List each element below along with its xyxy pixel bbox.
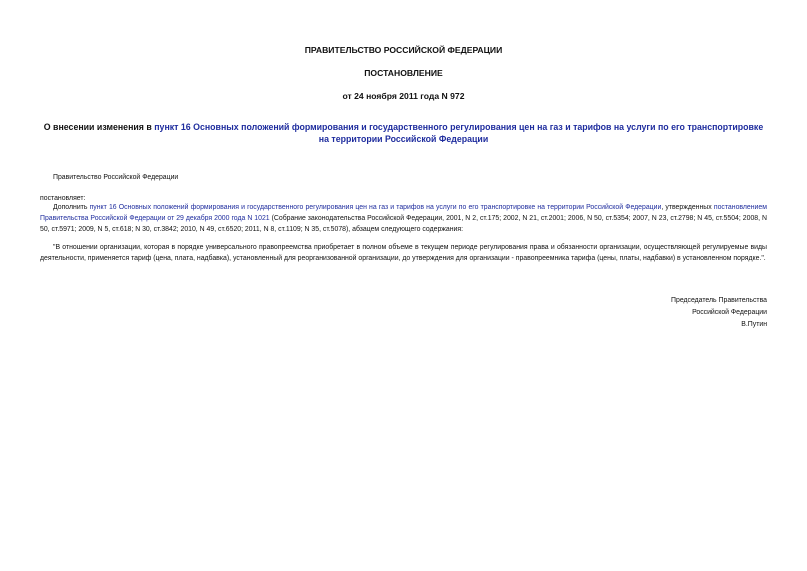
signature-country: Российской Федерации [692,309,767,316]
signature-block [671,295,767,331]
title-link[interactable]: пункт 16 Основных положений формирования и государственного регулирования цен на газ и тарифов на услуги по его транспортировке на территории Российской Федерации [154,122,764,144]
signature-name: В.Путин [741,321,767,328]
paragraph-amendment [40,202,767,235]
p1-link-decree[interactable]: постановлением Правительства Российской Федерации от 29 декабря 2000 года N 1021 [40,204,767,222]
title-prefix: О внесении изменения в [43,122,155,132]
signature-position: Председатель Правительства [671,297,767,304]
government-label: Правительство Российской Федерации [53,174,179,181]
document-type-heading: ПОСТАНОВЛЕНИЕ [364,68,443,78]
p1-mid: , утвержденных [661,204,714,211]
p1-link-clause[interactable]: пункт 16 Основных положений формирования и государственного регулирования цен на газ и тарифов на услуги по его транспортировке на территории Российской Федерации [89,204,662,211]
document-title [40,121,767,145]
document-date-heading: от 24 ноября 2011 года N 972 [342,91,465,101]
p1-start: Дополнить [53,204,90,211]
decrees-label: постановляет: [40,195,86,202]
issuer-heading: ПРАВИТЕЛЬСТВО РОССИЙСКОЙ ФЕДЕРАЦИИ [304,45,503,55]
p1-end: (Собрание законодательства Российской Федерации, 2001, N 2, ст.175; 2002, N 21, ст.2001; 2006, N 50, ст.5354; 2007, N 23, ст.2798; N 45, ст.5504; 2008, N 50, ст.5971; 2009, N 5, ст.618; N 30, ст.3842; 2010, N 49, ст.6520; 2011, N 8, ст.1109; N 35, ст.5078), абзацем следующего содержания: [40,215,767,233]
paragraph-quote: "В отношении организации, которая в порядке универсального правопреемства приобретает в полном объеме в текущем периоде регулирования права и обязанности организации, осуществляющей регулируемые виды деятельности, применяется тариф (цена, плата, надбавка), установленный для реорганизованной организации, до утверждения для организации - правопреемника тарифа (цены, платы, надбавки) в установленном порядке.". [40,244,767,262]
